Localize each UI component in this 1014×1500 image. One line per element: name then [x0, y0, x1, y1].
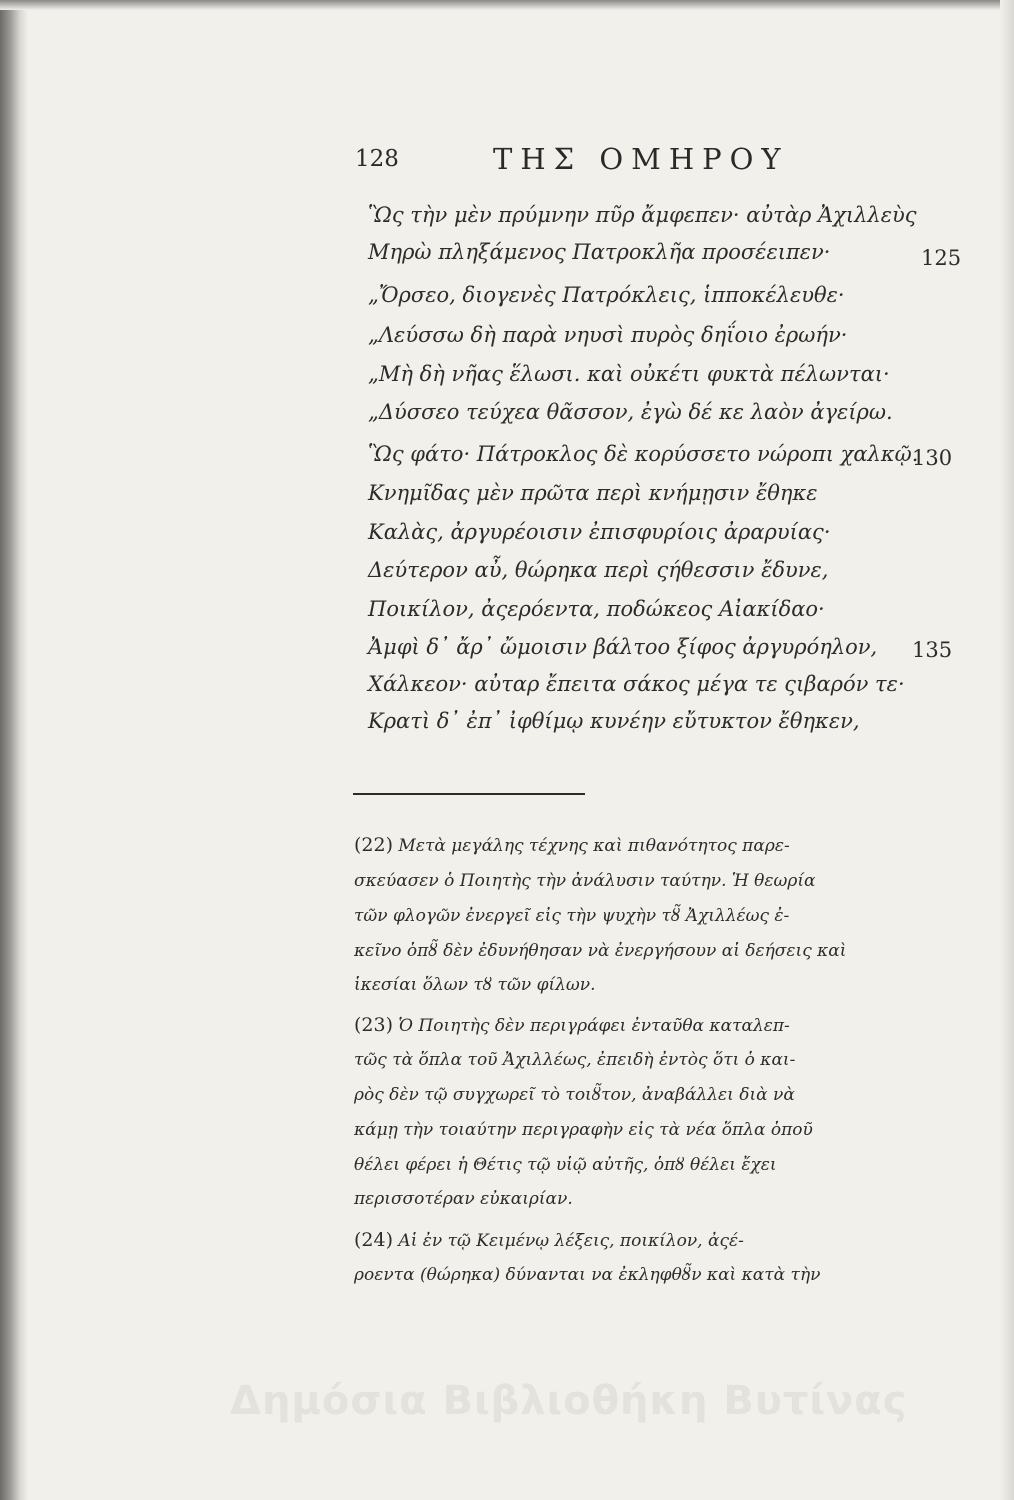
- footnote-line: κεῖνο ὁπȣ̃ δὲν ἐδυνήθησαν νὰ ἐνεργήσουν αἱ δεήσεις καὶ: [354, 941, 847, 961]
- footnote-line: [354, 834, 790, 856]
- verse-line: Καλὰς, ἀργυρέοισιν ἐπισφυρίοις ἀραρυίας·: [368, 520, 831, 544]
- verse-line: Κρατὶ δ᾽ ἐπ᾽ ἰφθίμῳ κυνέην εὔτυκτον ἔθηκεν,: [368, 709, 860, 733]
- verse-line: Χάλκεον· αὐταρ ἔπειτα σάκος μέγα τε ςιβαρόν τε·: [368, 672, 905, 696]
- verse-line: „Ὄρσεο, διογενὲς Πατρόκλεις, ἱπποκέλευθε·: [368, 283, 845, 307]
- footnote-line: τῶς τὰ ὅπλα τοῦ Ἀχιλλέως, ἐπειδὴ ἐντὸς ὅτι ὁ και-: [354, 1050, 796, 1070]
- footnote-line: [354, 1014, 790, 1036]
- footnote-text: Αἱ ἐν τῷ Κειμένῳ λέξεις, ποικίλον, ἀςέ-: [398, 1231, 744, 1251]
- footnote-line: σκεύασεν ὁ Ποιητὴς τὴν ἀνάλυσιν ταύτην. Ἡ θεωρία: [354, 871, 816, 891]
- footnote-number: (24): [354, 1229, 394, 1251]
- top-edge-shadow: [0, 0, 1014, 10]
- line-number: 135: [912, 638, 953, 662]
- verse-line: „Μὴ δὴ νῆας ἕλωσι. καὶ οὐκέτι φυκτὰ πέλωνται·: [368, 362, 890, 386]
- page-header: [355, 142, 825, 182]
- footnote-text: Ὁ Ποιητὴς δὲν περιγράφει ἐνταῦθα καταλεπ-: [398, 1016, 790, 1036]
- verse-line: Ἀμφὶ δ᾽ ἄρ᾽ ὤμοισιν βάλτοο ξίφος ἀργυρόηλον,: [368, 635, 878, 659]
- footnote-line: περισσοτέραν εὐκαιρίαν.: [354, 1189, 573, 1209]
- page-number: 128: [355, 146, 399, 172]
- footnote-line: ρὸς δὲν τῷ συγχωρεῖ τὸ τοιȣ̃τον, ἀναβάλλει διὰ νὰ: [354, 1085, 795, 1105]
- verse-line: Ποικίλον, ἀςερόεντα, ποδώκεος Αἰακίδαο·: [368, 597, 825, 621]
- footnote-line: ροεντα (θώρηκα) δύνανται να ἐκληφθȣ̃ν καὶ κατὰ τὴν: [354, 1265, 821, 1285]
- page-edge: [1000, 0, 1014, 1500]
- verse-line: Κνημῖδας μὲν πρῶτα περὶ κνήμῃσιν ἔθηκε: [368, 481, 818, 505]
- footnote-number: (22): [354, 834, 394, 856]
- verse-line: Ὣς φάτο· Πάτροκλος δὲ κορύσσετο νώροπι χαλκῷ.: [368, 442, 919, 466]
- binding-shadow: [0, 0, 28, 1500]
- footnote-number: (23): [354, 1014, 394, 1036]
- verse-line: Μηρὼ πληξάμενος Πατροκλῆα προσέειπεν·: [368, 240, 831, 264]
- footnote-text: Μετὰ μεγάλης τέχνης καὶ πιθανότητος παρε-: [398, 836, 790, 856]
- line-number: 130: [912, 446, 953, 470]
- footnote-line: τῶν φλογῶν ἐνεργεῖ εἰς τὴν ψυχὴν τȣ̃ Ἀχιλλέως ἐ-: [354, 906, 790, 926]
- running-title: ΤΗΣ ΟΜΗΡΟΥ: [493, 142, 789, 176]
- verse-line: „Δύσσεο τεύχεα θᾶσσον, ἐγὼ δέ κε λαὸν ἀγείρω.: [368, 400, 893, 424]
- library-watermark: Δημόσια Βιβλιοθήκη Βυτίνας: [230, 1378, 908, 1424]
- verse-line: „Λεύσσω δὴ παρὰ νηυσὶ πυρὸς δηΐοιο ἐρωήν·: [368, 323, 848, 347]
- verse-line: Δεύτερον αὖ, θώρηκα περὶ ςήθεσσιν ἔδυνε,: [368, 558, 829, 582]
- footnote-line: ἱκεσίαι ὅλων τȣ τῶν φίλων.: [354, 975, 596, 995]
- footnote-line: θέλει φέρει ἡ Θέτις τῷ υἱῷ αὐτῆς, ὁπȣ θέλει ἔχει: [354, 1155, 777, 1175]
- footnote-line: κάμῃ τὴν τοιαύτην περιγραφὴν εἰς τὰ νέα ὅπλα ὁποῦ: [354, 1120, 813, 1140]
- footnote-line: [354, 1229, 744, 1251]
- verse-line: Ὣς τὴν μὲν πρύμνην πῦρ ἄμφεπεν· αὐτὰρ Ἀχιλλεὺς: [368, 203, 917, 227]
- footnote-rule: [353, 793, 585, 795]
- line-number: 125: [921, 246, 962, 270]
